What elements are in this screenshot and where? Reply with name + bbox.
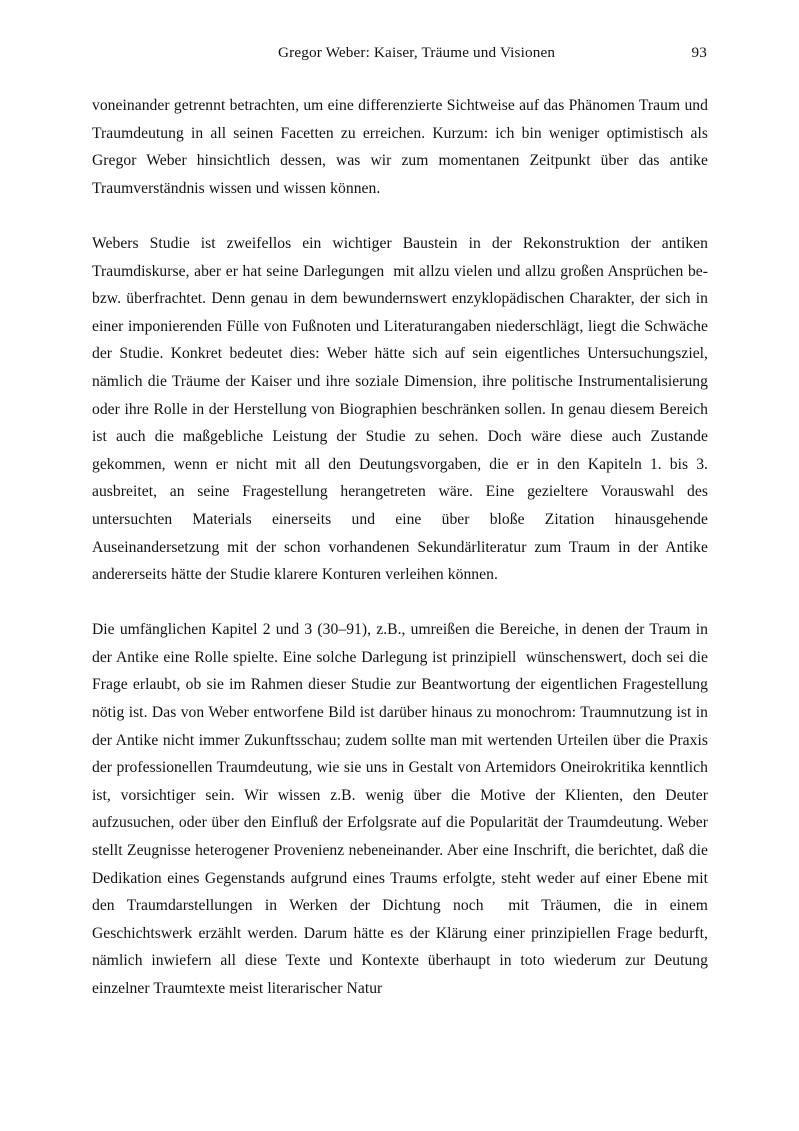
body-text-block: [92, 92, 713, 1003]
page-number: 93: [691, 44, 707, 61]
body-paragraph-3: Die umfänglichen Kapitel 2 und 3 (30–91), z.B., umreißen die Bereiche, in denen der Traum in der Antike eine Rolle spielte. Eine solche Darlegung ist prinzipiell wünschenswert, doch sei die Frage erlaubt, ob sie im Rahmen dieser Studie zur Beantwortung der eigentlichen Fragestellung nötig ist. Das von Weber entworfene Bild ist darüber hinaus zu monochrom: Traumnutzung ist in der Antike nicht immer Zukunftsschau; zudem sollte man mit wertenden Urteilen über die Praxis der professionellen Traumdeutung, wie sie uns in Gestalt von Artemidors Oneirokritika kenntlich ist, vorsichtiger sein. Wir wissen z.B. wenig über die Motive der Klienten, den Deuter aufzusuchen, oder über den Einfluß der Erfolgsrate auf die Popularität der Traumdeutung. Weber stellt Zeugnisse heterogener Provenienz nebeneinander. Aber eine Inschrift, die berichtet, daß die Dedikation eines Gegenstands aufgrund eines Traums erfolgte, steht weder auf einer Ebene mit den Traumdarstellungen in Werken der Dichtung noch mit Träumen, die in einem Geschichtswerk erzählt werden. Darum hätte es der Klärung einer prinzipiellen Frage bedurft, nämlich inwiefern all diese Texte und Kontexte überhaupt in toto wiederum zur Deutung einzelner Traumtexte meist literarischer Natur: [92, 621, 713, 997]
running-head-title: Gregor Weber: Kaiser, Träume und Visionen: [278, 44, 556, 61]
body-paragraph-2: Webers Studie ist zweifellos ein wichtiger Baustein in der Rekonstruktion der antiken Traumdiskurse, aber er hat seine Darlegungen mit allzu vielen und allzu großen Ansprüchen be- bzw. überfrachtet. Denn genau in dem bewundernswert enzyklopädischen Charakter, der sich in einer imponierenden Fülle von Fußnoten und Literaturangaben niederschlägt, liegt die Schwäche der Studie. Konkret bedeutet dies: Weber hätte sich auf sein eigentliches Untersuchungsziel, nämlich die Träume der Kaiser und ihre soziale Dimension, ihre politische Instrumentalisierung oder ihre Rolle in der Herstellung von Biographien beschränken sollen. In genau diesem Bereich ist auch die maßgebliche Leistung der Studie zu sehen. Doch wäre diese auch Zustande gekommen, wenn er nicht mit all den Deutungsvorgaben, die er in den Kapiteln 1. bis 3. ausbreitet, an seine Fragestellung herangetreten wäre. Eine gezieltere Vorauswahl des untersuchten Materials einerseits und eine über bloße Zitation hinausgehende Auseinandersetzung mit der schon vorhandenen Sekundärliteratur zum Traum in der Antike andererseits hätte der Studie klarere Konturen verleihen können.: [92, 234, 713, 584]
running-head: [92, 44, 707, 68]
body-paragraph-1: voneinander getrennt betrachten, um eine differenzierte Sichtweise auf das Phänomen Traum und Traumdeutung in all seinen Facetten zu erreichen. Kurzum: ich bin weniger optimistisch als Gregor Weber hinsichtlich dessen, was wir zum momentanen Zeitpunkt über das antike Traumverständnis wissen und wissen können.: [92, 97, 713, 197]
